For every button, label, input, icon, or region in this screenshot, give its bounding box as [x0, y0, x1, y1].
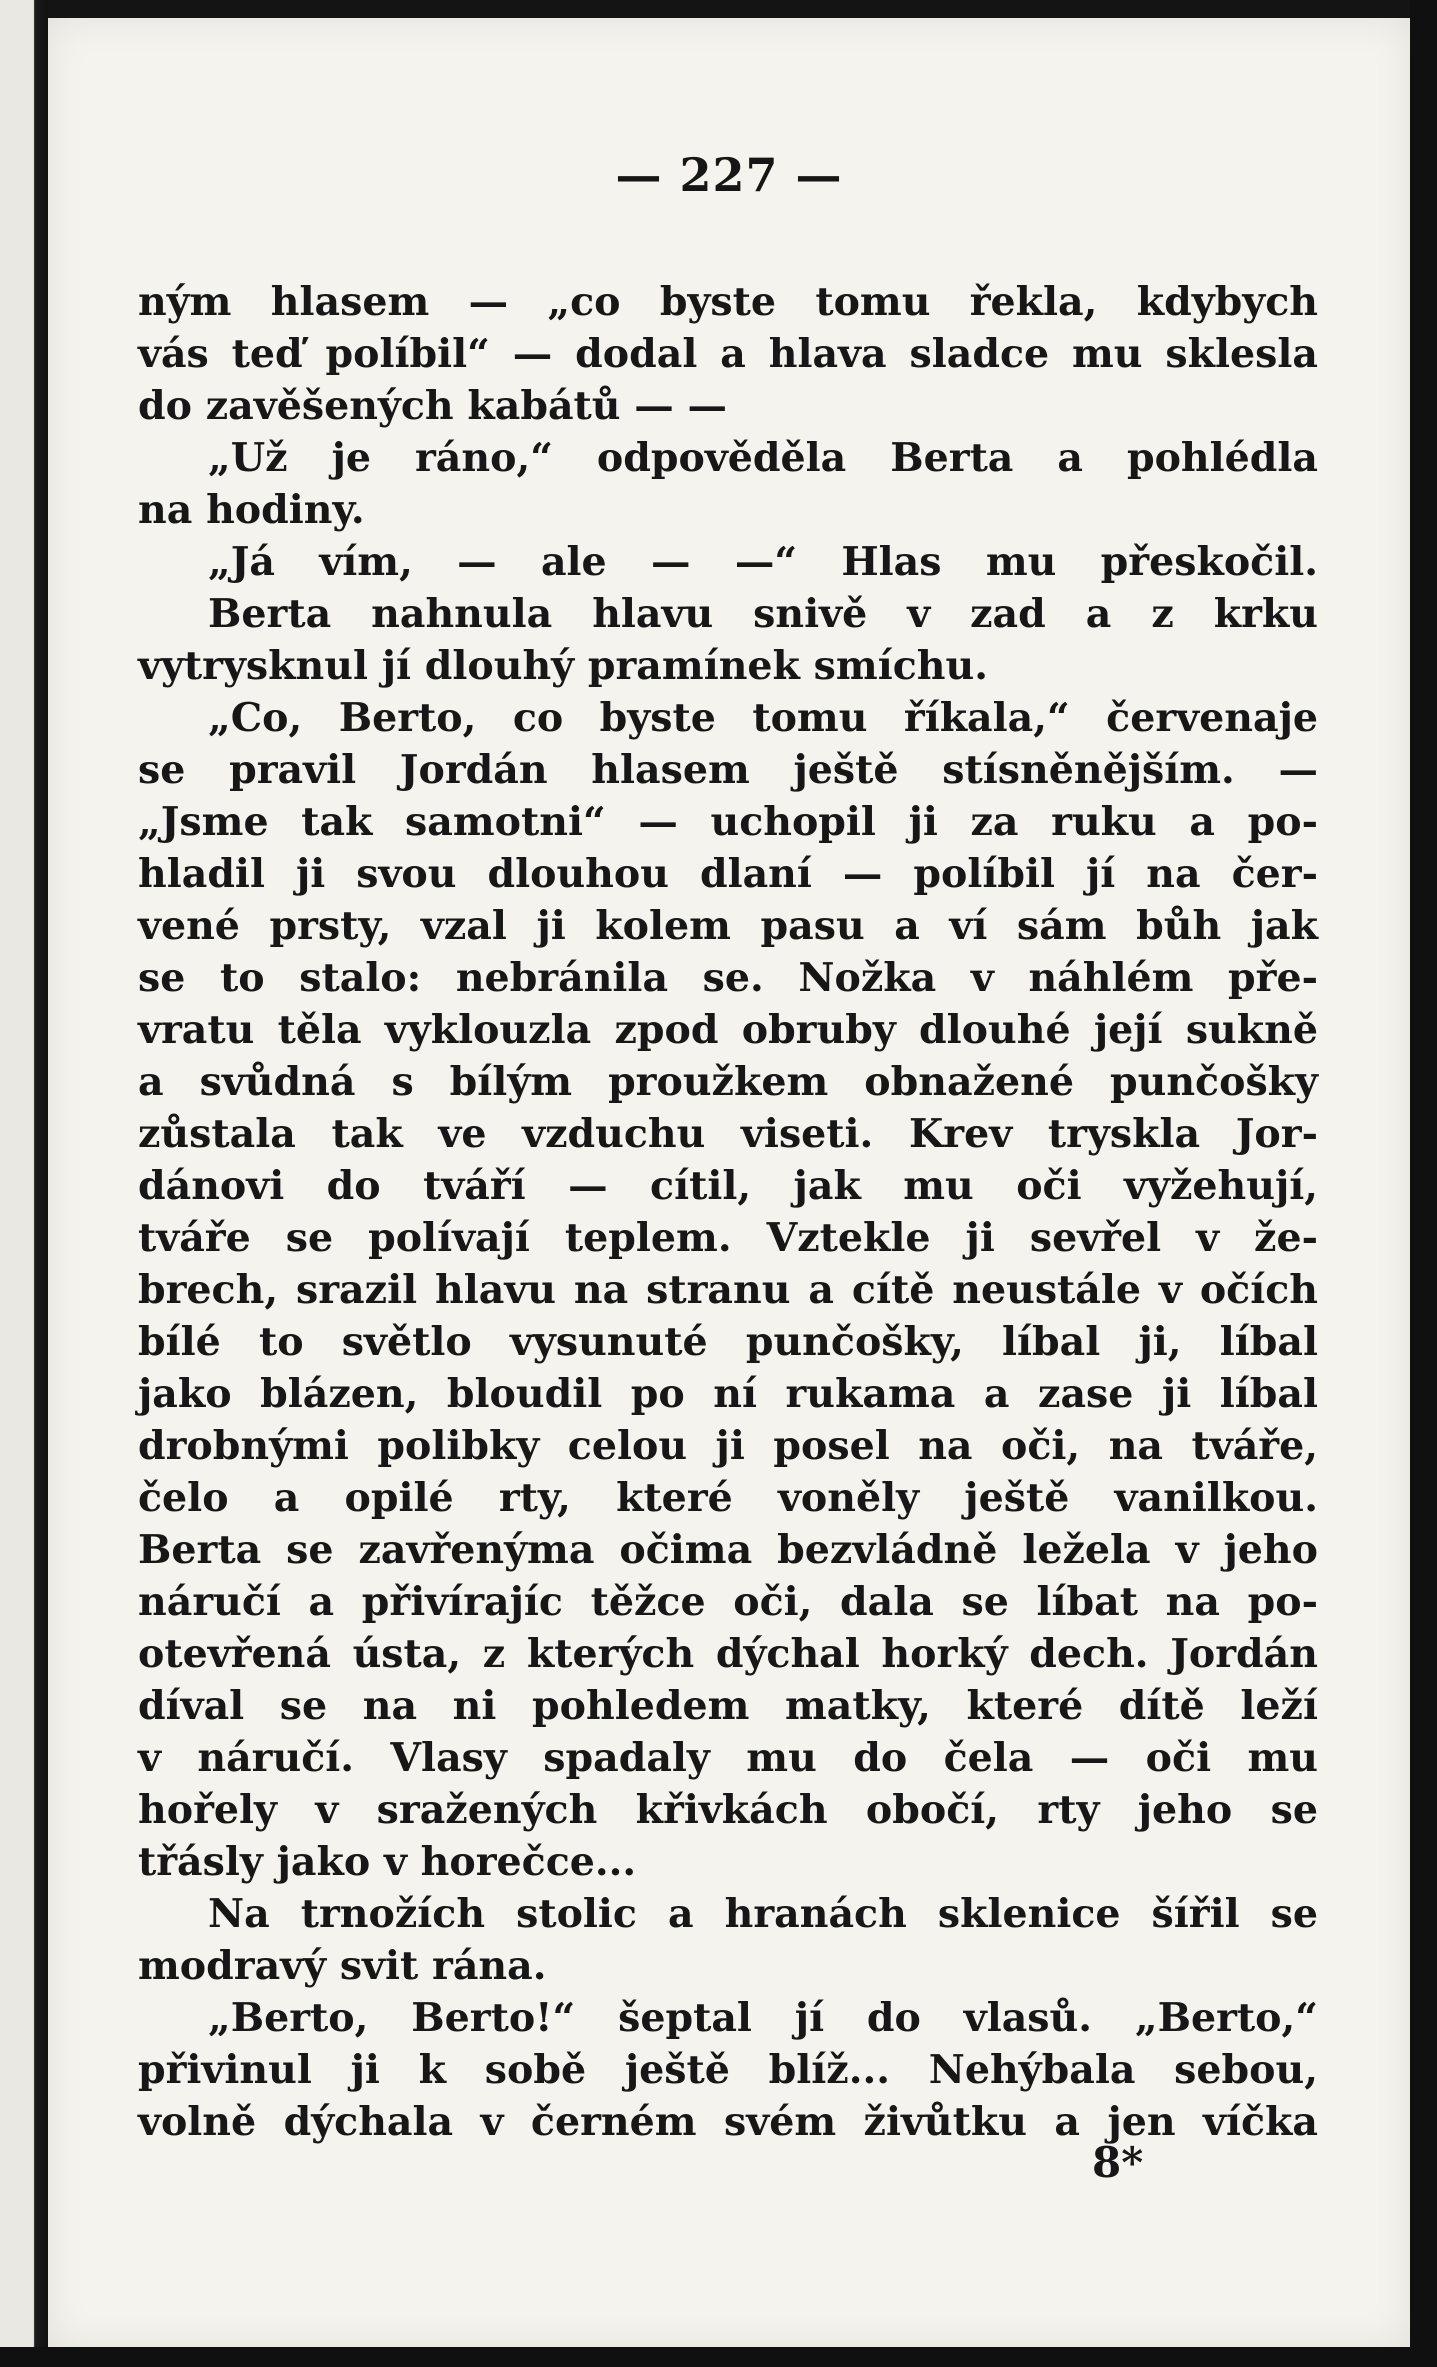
text-line: do zavěšených kabátů — — [138, 383, 728, 429]
text-line: „Jsme tak samotni“ — uchopil ji za ruku a po- [138, 799, 1318, 845]
text-line: zůstala tak ve vzduchu viseti. Krev tryskla Jor- [138, 1111, 1318, 1157]
text-line: jako blázen, bloudil po ní rukama a zase ji líbal [138, 1371, 1318, 1417]
text-line: přivinul ji k sobě ještě blíž... Nehýbala sebou, [138, 2047, 1318, 2093]
text-line: a svůdná s bílým proužkem obnažené punčošky [138, 1059, 1318, 1105]
text-line: se to stalo: nebránila se. Nožka v náhlém pře- [138, 955, 1318, 1001]
text-line: dánovi do tváří — cítil, jak mu oči vyžehují, [138, 1163, 1318, 1209]
text-line: hořely v sražených křivkách obočí, rty jeho se [138, 1787, 1318, 1833]
text-line: vás teď políbil“ — dodal a hlava sladce mu sklesla [138, 331, 1318, 377]
text-line: čelo a opilé rty, které voněly ještě vanilkou. [138, 1475, 1318, 1521]
text-line: otevřená ústa, z kterých dýchal horký dech. Jordán [138, 1631, 1318, 1677]
scan-border-bottom [0, 2347, 1437, 2367]
text-line: vené prsty, vzal ji kolem pasu a ví sám bůh jak [138, 903, 1318, 949]
text-line: „Já vím, — ale — —“ Hlas mu přeskočil. [208, 539, 1318, 585]
text-line: volně dýchala v černém svém živůtku a jen víčka [138, 2099, 1318, 2145]
text-line: ným hlasem — „co byste tomu řekla, kdybych [138, 279, 1318, 325]
text-line: na hodiny. [138, 487, 365, 533]
page-number: — 227 — [615, 148, 843, 202]
text-line: bílé to světlo vysunuté punčošky, líbal ji, líbal [138, 1319, 1318, 1365]
text-line: Na trnožích stolic a hranách sklenice šířil se [208, 1891, 1318, 1937]
signature-mark: 8* [1092, 2138, 1144, 2187]
text-line: Berta nahnula hlavu snivě v zad a z krku [208, 591, 1318, 637]
book-binding-edge [0, 0, 48, 2367]
text-line: „Už je ráno,“ odpověděla Berta a pohlédla [208, 435, 1318, 481]
text-line: brech, srazil hlavu na stranu a cítě neustále v očích [138, 1267, 1318, 1313]
text-line: drobnými polibky celou ji posel na oči, na tváře, [138, 1423, 1318, 1469]
text-line: modravý svit rána. [138, 1943, 547, 1989]
text-line: vytrysknul jí dlouhý pramínek smíchu. [138, 643, 988, 689]
scan-border-right [1410, 0, 1437, 2367]
text-line: „Co, Berto, co byste tomu říkala,“ červenaje [208, 695, 1318, 741]
text-line: náručí a přivírajíc těžce oči, dala se líbat na po- [138, 1579, 1318, 1625]
body-text [138, 276, 1318, 2148]
book-page [48, 18, 1410, 2348]
text-line: vratu těla vyklouzla zpod obruby dlouhé její sukně [138, 1007, 1318, 1053]
text-line: třásly jako v horečce... [138, 1839, 637, 1885]
text-line: v náručí. Vlasy spadaly mu do čela — oči mu [138, 1735, 1318, 1781]
text-line: tváře se polívají teplem. Vztekle ji sevřel v že- [138, 1215, 1318, 1261]
text-line: se pravil Jordán hlasem ještě stísněnějším. — [138, 747, 1318, 793]
text-line: „Berto, Berto!“ šeptal jí do vlasů. „Berto,“ [208, 1995, 1318, 2041]
text-line: díval se na ni pohledem matky, které dítě leží [138, 1683, 1318, 1729]
text-line: Berta se zavřenýma očima bezvládně ležela v jeho [138, 1527, 1318, 1573]
text-line: hladil ji svou dlouhou dlaní — políbil jí na čer- [138, 851, 1318, 897]
